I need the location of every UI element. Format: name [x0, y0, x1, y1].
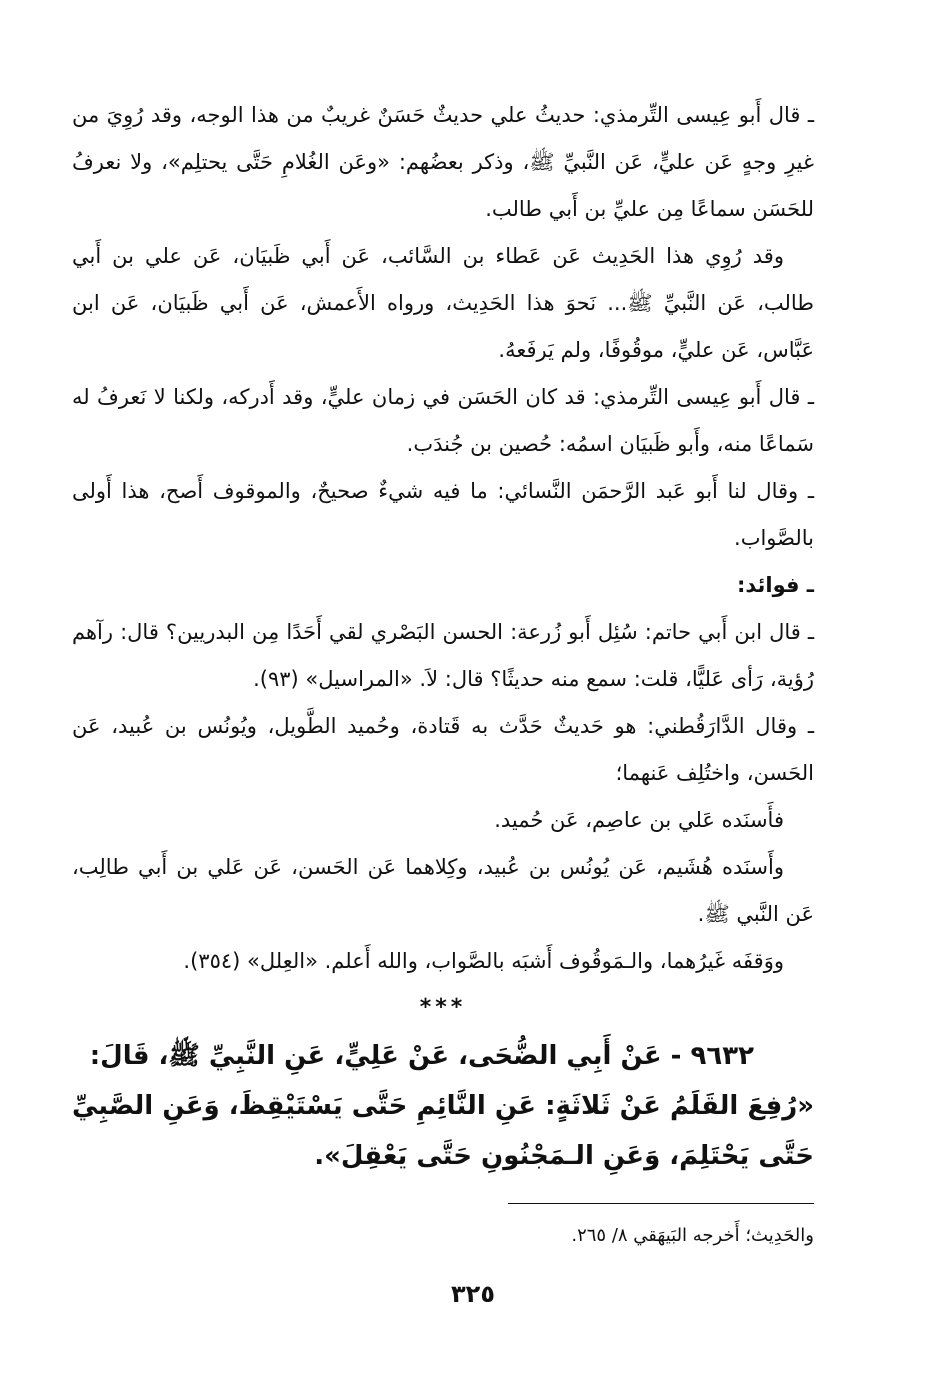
hadith-text: «رُفِعَ القَلَمُ عَنْ ثَلاثَةٍ: عَنِ النَّائِمِ حَتَّى يَسْتَيْقِظَ، وَعَنِ الصَّبِيِّ حَتَّى يَحْتَلِمَ، وَعَنِ الـمَجْنُونِ حَتَّى يَعْقِلَ». [72, 1091, 814, 1171]
fawaid-paragraph: وأَسنَده هُشَيم، عَن يُونُس بن عُبيد، وكِلاهما عَن الحَسن، عَن عَلي بن أَبي طالِب، عَن النَّبي ﷺ. [72, 855, 814, 926]
page-body [72, 92, 814, 1181]
fawaid-paragraph: ـ وقال الدَّارَقُطني: هو حَديثٌ حَدَّث به قَتادة، وحُميد الطَّويل، ويُونُس بن عُبيد، عَن الحَسن، واختُلِف عَنهما؛ [72, 714, 814, 785]
hadith-heading: ٩٦٣٢ - عَنْ أَبِي الضُّحَى، عَنْ عَلِيٍّ، عَنِ النَّبِيِّ ﷺ، قَالَ: [89, 1041, 754, 1071]
paragraph: ـ وقال لنا أَبو عَبد الرَّحمَن النَّسائي: ما فيه شيءٌ صحيحٌ، والموقوف أَصح، هذا أَولى بالصَّواب. [72, 479, 814, 550]
footnote-divider [508, 1203, 814, 1204]
paragraph: وقد رُوِي هذا الحَدِيث عَن عَطاء بن السَّائب، عَن أَبي ظَبيَان، عَن علي بن أَبي طالب، عَن النَّبيِّ ﷺ... نَحوَ هذا الحَدِيث، ورواه الأَعمش، عَن أَبي ظَبيَان، عَن ابن عَبَّاس، عَن عليٍّ، موقُوفًا، ولم يَرفَعهُ. [72, 244, 814, 362]
fawaid-paragraph: ـ قال ابن أَبي حاتم: سُئِل أَبو زُرعة: الحسن البَصْري لقي أَحَدًا مِن البدريين؟ قال: رآهم رُؤية، رَأى عَليًّا، قلت: سمع منه حديثًا؟ قال: لاَ. «المراسيل» (٩٣). [72, 620, 814, 691]
paragraph: ـ قال أَبو عِيسى التِّرمذي: حديثُ علي حديثٌ حَسَنٌ غريبٌ من هذا الوجه، وقد رُوِيَ من غيرِ وجهٍ عَن عليٍّ، عَن النَّبيِّ ﷺ، وذكر بعضُهم: «وعَن الغُلامِ حَتَّى يحتلِم»، ولا نعرفُ للحَسَن سماعًا مِن عليِّ بن أَبي طالب. [72, 103, 814, 221]
section-separator: *** [419, 995, 467, 1020]
fawaid-heading: ـ فوائد: [736, 573, 814, 597]
paragraph: ـ قال أَبو عِيسى التِّرمذي: قد كان الحَسَن في زمان عليٍّ، وقد أَدركه، ولكنا لا نَعرفُ له سَماعًا منه، وأَبو ظَبيَان اسمُه: حُصين بن جُندَب. [72, 385, 814, 456]
fawaid-paragraph: فأَسنَده عَلي بن عاصِم، عَن حُميد. [494, 808, 784, 832]
page-number: ٣٢٥ [451, 1280, 495, 1308]
footnote: والحَدِيث؛ أَخرجه البَيهَقي ٨/ ٢٦٥. [571, 1225, 814, 1246]
fawaid-paragraph: ووَقفَه غَيرُهما، والـمَوقُوف أَشبَه بالصَّواب، والله أَعلم. «العِلل» (٣٥٤). [183, 949, 784, 973]
